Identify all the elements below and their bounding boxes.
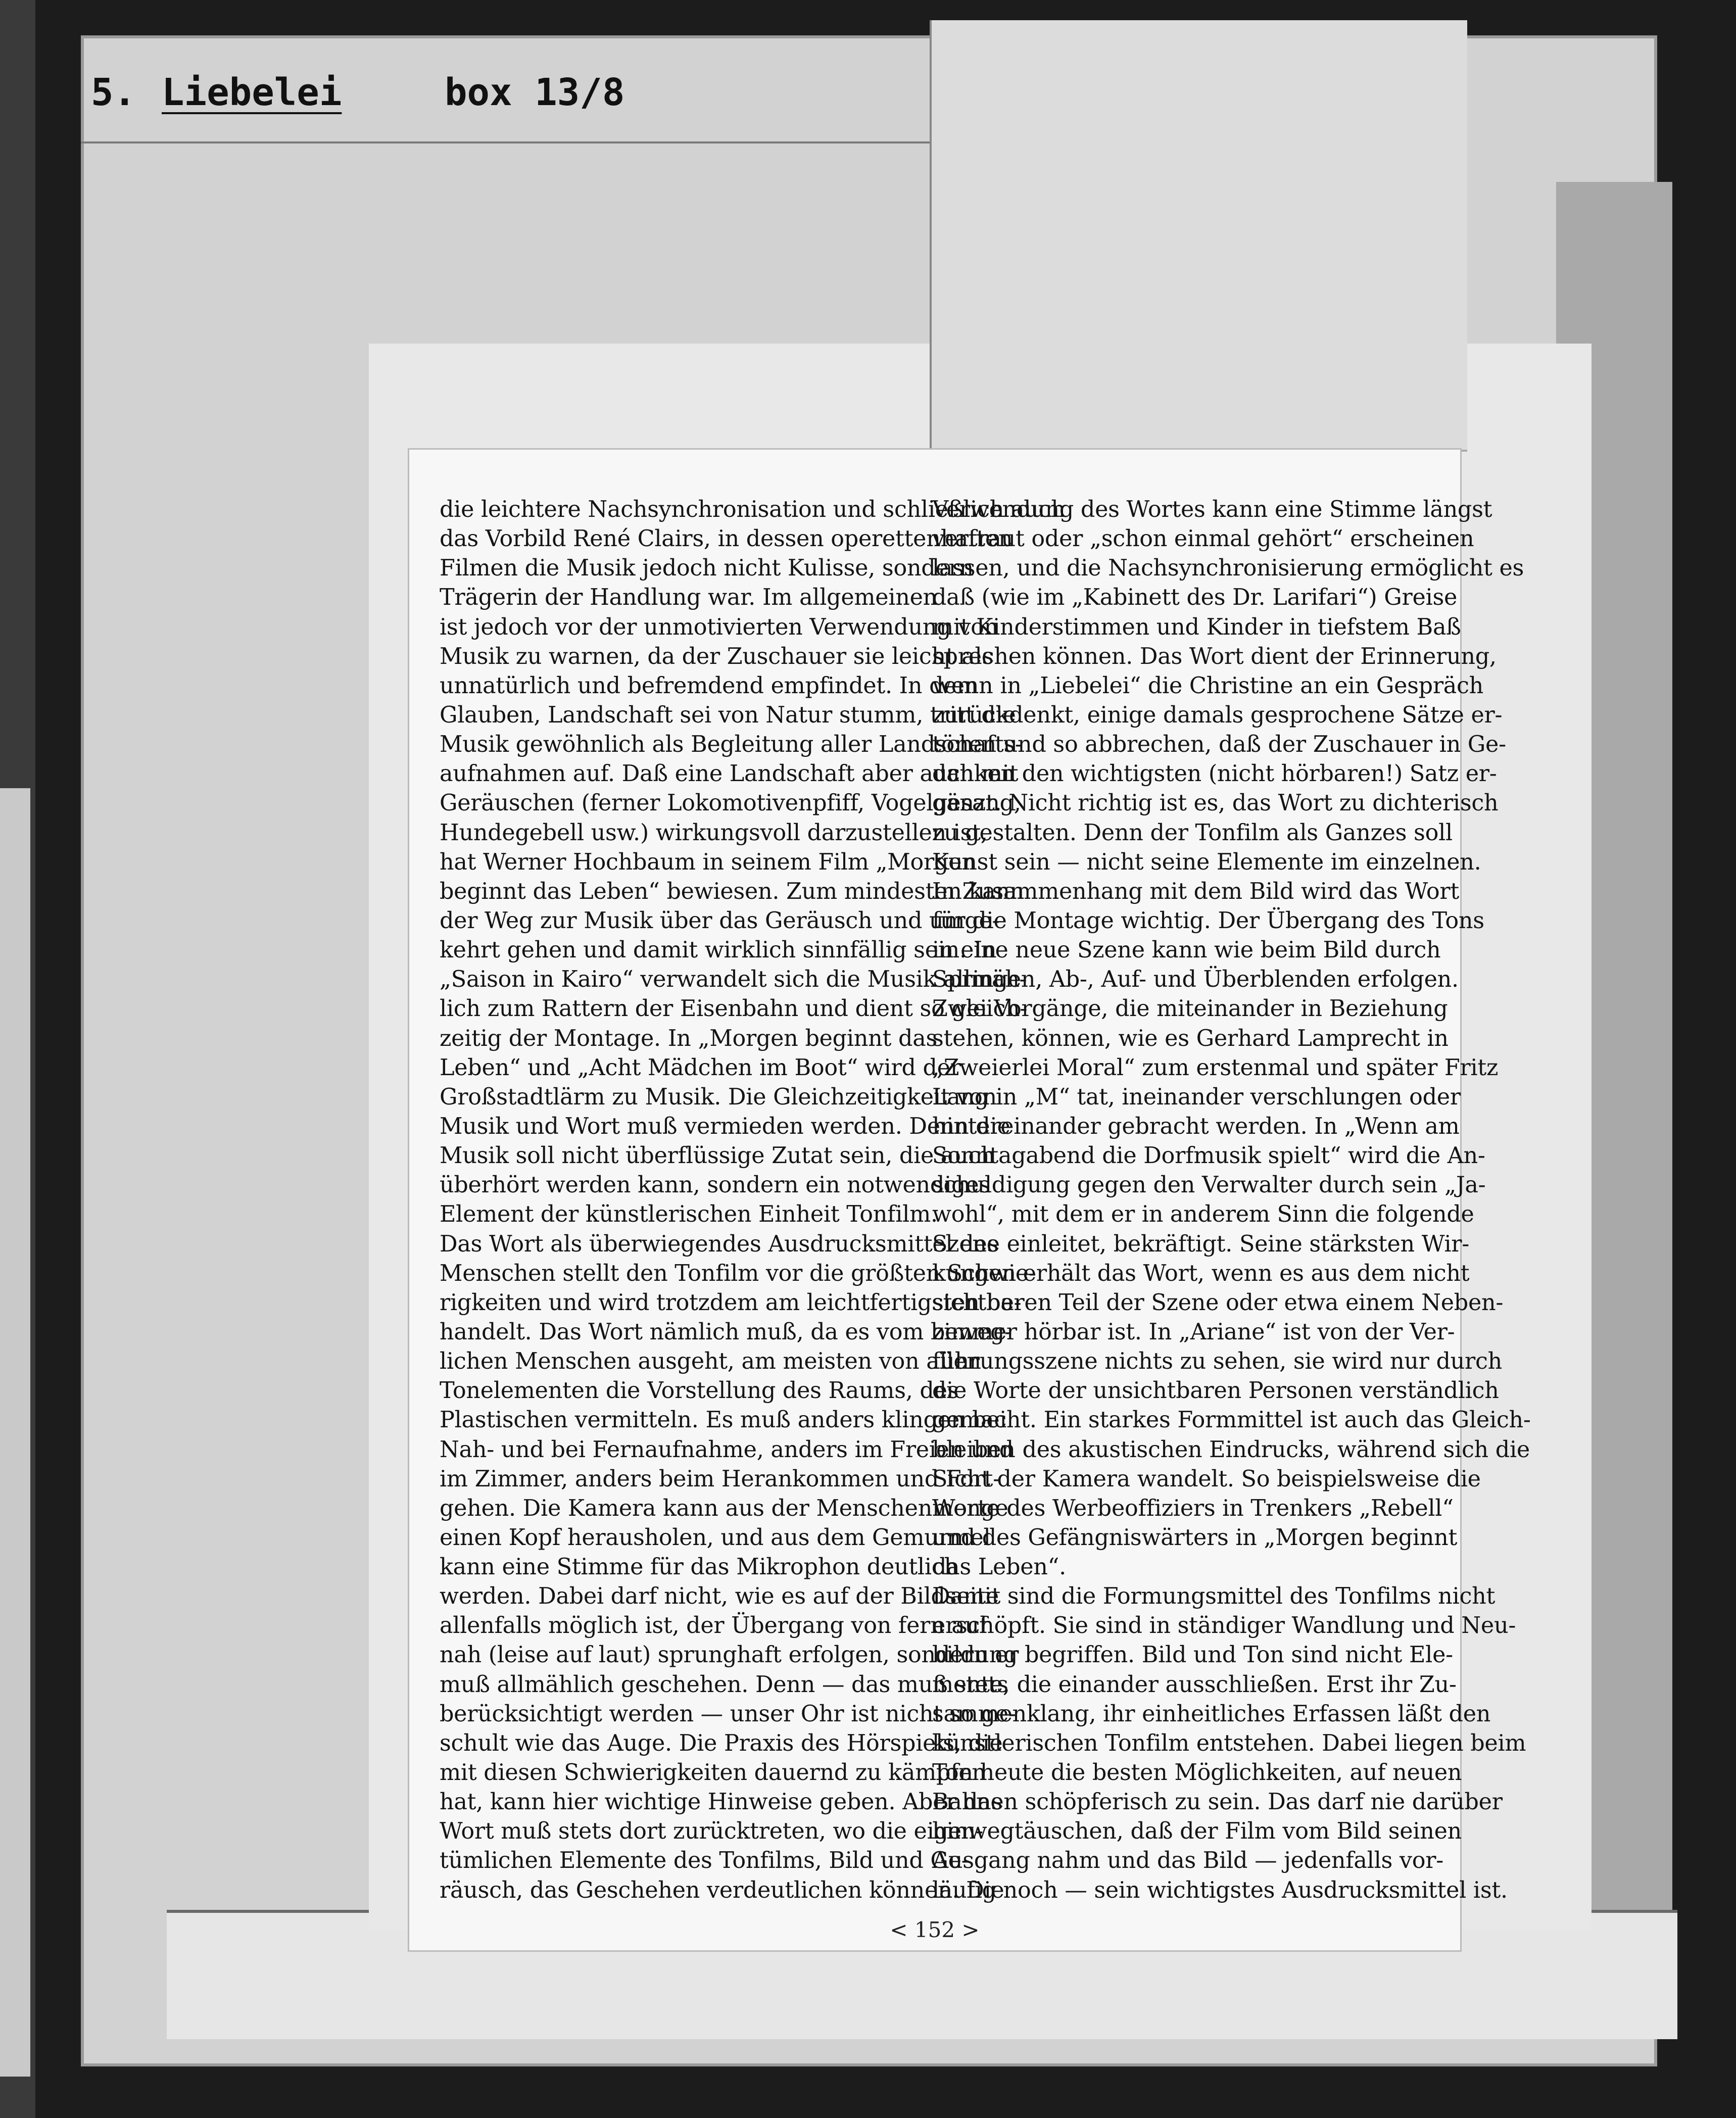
text-line: wohl“, mit dem er in anderem Sinn die folgende (932, 1201, 1474, 1228)
text-line: Bahnen schöpferisch zu sein. Das darf nie darüber (932, 1789, 1503, 1815)
text-line: Musik gewöhnlich als Begleitung aller Landschafts- (440, 732, 1023, 758)
left-edge-strip (0, 788, 30, 2077)
text-line: zu gestalten. Denn der Tonfilm als Ganzes soll (932, 820, 1453, 846)
text-line: „Zweierlei Moral“ zum erstenmal und später Fritz (932, 1054, 1499, 1081)
text-line: Geräuschen (ferner Lokomotivenpfiff, Vogelgesang, (440, 790, 1021, 816)
text-line: Ausgang nahm und das Bild — jedenfalls vor- (932, 1848, 1443, 1874)
text-line: unnatürlich und befremdend empfindet. In dem (440, 672, 978, 699)
header-title: Liebelei (162, 71, 342, 114)
text-line: Worte des Werbeoffiziers in Trenkers „Rebell“ (932, 1495, 1454, 1521)
text-line: In Zusammenhang mit dem Bild wird das Wort (932, 878, 1459, 904)
text-line: danken den wichtigsten (nicht hörbaren!) Satz er- (932, 761, 1497, 787)
text-line: mit diesen Schwierigkeiten dauernd zu kämpfen (440, 1760, 986, 1786)
text-line: gänzt. Nicht richtig ist es, das Wort zu dichterisch (932, 790, 1499, 816)
text-line: sammenklang, ihr einheitliches Erfassen läßt den (932, 1701, 1491, 1727)
text-line: und des Gefängniswärters in „Morgen beginnt (932, 1524, 1458, 1551)
text-line: rigkeiten und wird trotzdem am leichtfertigsten be- (440, 1289, 1022, 1316)
text-line: Musik und Wort muß vermieden werden. Denn die (440, 1113, 1010, 1139)
text-line: Zwei Vorgänge, die miteinander in Beziehung (932, 996, 1448, 1022)
text-line: zeitig der Montage. In „Morgen beginnt das (440, 1025, 937, 1051)
text-line: kann eine Stimme für das Mikrophon deutlich (440, 1554, 958, 1580)
text-line: lich zum Rattern der Eisenbahn und dient so gleich- (440, 996, 1028, 1022)
header-box-label: box 13/8 (445, 71, 625, 114)
text-line: wenn in „Liebelei“ die Christine an ein Gespräch (932, 672, 1484, 699)
header-rule (81, 141, 930, 143)
text-line: läufig noch — sein wichtigstes Ausdrucksmittel ist. (932, 1877, 1508, 1903)
text-line: Leben“ und „Acht Mädchen im Boot“ wird der (440, 1054, 961, 1081)
text-line: erschöpft. Sie sind in ständiger Wandlung und Neu- (932, 1613, 1516, 1639)
text-line: tümlichen Elemente des Tonfilms, Bild und Ge- (440, 1848, 969, 1874)
text-line: Verwendung des Wortes kann eine Stimme längst (932, 497, 1492, 522)
text-line: zurückdenkt, einige damals gesprochene Sätze er- (932, 702, 1503, 728)
text-line: tönen und so abbrechen, daß der Zuschauer in Ge- (932, 732, 1506, 758)
header-number: 5. (91, 71, 136, 114)
text-line: in eine neue Szene kann wie beim Bild durch (932, 937, 1441, 964)
text-line: das Leben“. (932, 1554, 1066, 1580)
text-line: überhört werden kann, sondern ein notwendiges (440, 1172, 990, 1198)
text-line: die Worte der unsichtbaren Personen verständlich (932, 1378, 1499, 1404)
text-line: Tonelementen die Vorstellung des Raums, des (440, 1378, 959, 1404)
text-line: mit Kinderstimmen und Kinder in tiefstem Baß (932, 614, 1461, 640)
text-line: Szene einleitet, bekräftigt. Seine stärksten Wir- (932, 1231, 1469, 1257)
text-line: Ton heute die besten Möglichkeiten, auf neuen (932, 1760, 1462, 1786)
text-line: hat, kann hier wichtige Hinweise geben. Aber das (440, 1789, 1003, 1815)
text-line: kungen erhält das Wort, wenn es aus dem nicht (932, 1260, 1470, 1286)
text-line: Menschen stellt den Tonfilm vor die größten Schwie- (440, 1260, 1036, 1286)
text-line: im Zimmer, anders beim Herankommen und Fort- (440, 1466, 1000, 1492)
text-line: mente, die einander ausschließen. Erst ihr Zu- (932, 1671, 1457, 1698)
text-line: gehen. Die Kamera kann aus der Menschenmenge (440, 1495, 1008, 1521)
text-line: bildung begriffen. Bild und Ton sind nicht Ele- (932, 1642, 1453, 1668)
text-line: beginnt das Leben“ bewiesen. Zum mindesten kann (440, 878, 1025, 904)
text-line: Element der künstlerischen Einheit Tonfilm. (440, 1201, 938, 1228)
text-line: lassen, und die Nachsynchronisierung ermöglicht es (932, 555, 1524, 582)
text-line: einen Kopf herausholen, und aus dem Gemurmel (440, 1524, 991, 1551)
text-line: künstlerischen Tonfilm entstehen. Dabei liegen beim (932, 1730, 1526, 1756)
text-line: der Weg zur Musik über das Geräusch und umge- (440, 907, 1000, 934)
text-line: Musik zu warnen, da der Zuschauer sie leicht als (440, 643, 993, 669)
text-line: hat Werner Hochbaum in seinem Film „Morgen (440, 849, 976, 875)
text-line: räusch, das Geschehen verdeutlichen können. Die (440, 1877, 1004, 1903)
text-line: Sonntagabend die Dorfmusik spielt“ wird die An- (932, 1143, 1485, 1169)
text-line: handelt. Das Wort nämlich muß, da es vom beweg- (440, 1319, 1012, 1345)
top-flap (930, 20, 1467, 452)
text-line: zimmer hörbar ist. In „Ariane“ ist von der Ver- (932, 1319, 1455, 1345)
text-line: Springen, Ab-, Auf- und Überblenden erfolgen. (932, 967, 1459, 993)
text-line: Das Wort als überwiegendes Ausdrucksmittel des (440, 1231, 998, 1257)
text-line: berücksichtigt werden — unser Ohr ist nicht so ge- (440, 1701, 1016, 1727)
text-line: Musik soll nicht überflüssige Zutat sein, die auch (440, 1143, 995, 1169)
text-line: sichtbaren Teil der Szene oder etwa einem Neben- (932, 1289, 1504, 1316)
text-line: muß allmählich geschehen. Denn — das muß stets (440, 1671, 1008, 1698)
text-line: gemacht. Ein starkes Formmittel ist auch das Gleich- (932, 1407, 1531, 1433)
text-line: die leichtere Nachsynchronisation und schließlich auch (440, 497, 1066, 522)
text-line: Trägerin der Handlung war. Im allgemeinen (440, 585, 937, 611)
text-line: hinwegtäuschen, daß der Film vom Bild seinen (932, 1818, 1462, 1845)
text-line: hintereinander gebracht werden. In „Wenn am (932, 1113, 1460, 1139)
right-text-column (932, 495, 1531, 1905)
text-line: Plastischen vermitteln. Es muß anders klingen bei (440, 1407, 1007, 1433)
text-line: sprechen können. Das Wort dient der Erinnerung, (932, 643, 1497, 669)
text-line: vertraut oder „schon einmal gehört“ erscheinen (932, 526, 1474, 552)
text-line: das Vorbild René Clairs, in dessen operettenhaften (440, 526, 1013, 552)
text-line: kehrt gehen und damit wirklich sinnfällig sein. In (440, 937, 997, 964)
left-text-column (440, 495, 1066, 1905)
text-line: Wort muß stets dort zurücktreten, wo die eigen- (440, 1818, 983, 1845)
text-line: aufnahmen auf. Daß eine Landschaft aber auch mit (440, 761, 1019, 787)
text-line: Kunst sein — nicht seine Elemente im einzelnen. (932, 849, 1481, 875)
text-line: ist jedoch vor der unmotivierten Verwendung von (440, 614, 998, 640)
text-line: Sicht der Kamera wandelt. So beispielsweise die (932, 1466, 1481, 1492)
text-line: für die Montage wichtig. Der Übergang des Tons (932, 907, 1484, 934)
text-line: nah (leise auf laut) sprunghaft erfolgen, sondern er (440, 1642, 1019, 1668)
text-line: Hundegebell usw.) wirkungsvoll darzustellen ist, (440, 820, 988, 846)
text-line: „Saison in Kairo“ verwandelt sich die Musik allmäh- (440, 967, 1027, 993)
text-line: Lang in „M“ tat, ineinander verschlungen oder (932, 1084, 1461, 1110)
text-line: schult wie das Auge. Die Praxis des Hörspiels, die (440, 1730, 1003, 1756)
text-line: Nah- und bei Fernaufnahme, anders im Freien und (440, 1436, 1014, 1463)
text-line: führungsszene nichts zu sehen, sie wird nur durch (932, 1349, 1502, 1375)
text-line: daß (wie im „Kabinett des Dr. Larifari“) Greise (932, 585, 1458, 611)
text-line: lichen Menschen ausgeht, am meisten von allen (440, 1349, 981, 1375)
text-line: allenfalls möglich ist, der Übergang von fern auf (440, 1613, 988, 1639)
article-clipping (409, 450, 1531, 1950)
text-line: stehen, können, wie es Gerhard Lamprecht in (932, 1025, 1449, 1051)
text-line: Filmen die Musik jedoch nicht Kulisse, sondern (440, 555, 974, 582)
page-number: < 152 > (890, 1917, 980, 1942)
text-line: Großstadtlärm zu Musik. Die Gleichzeitigkeit von (440, 1084, 997, 1110)
text-line: Damit sind die Formungsmittel des Tonfilms nicht (932, 1583, 1496, 1610)
text-line: Glauben, Landschaft sei von Natur stumm, tritt die (440, 702, 1016, 728)
text-line: schuldigung gegen den Verwalter durch sein „Ja- (932, 1172, 1486, 1198)
text-line: werden. Dabei darf nicht, wie es auf der Bildseite (440, 1583, 999, 1610)
text-line: bleiben des akustischen Eindrucks, während sich die (932, 1436, 1530, 1463)
